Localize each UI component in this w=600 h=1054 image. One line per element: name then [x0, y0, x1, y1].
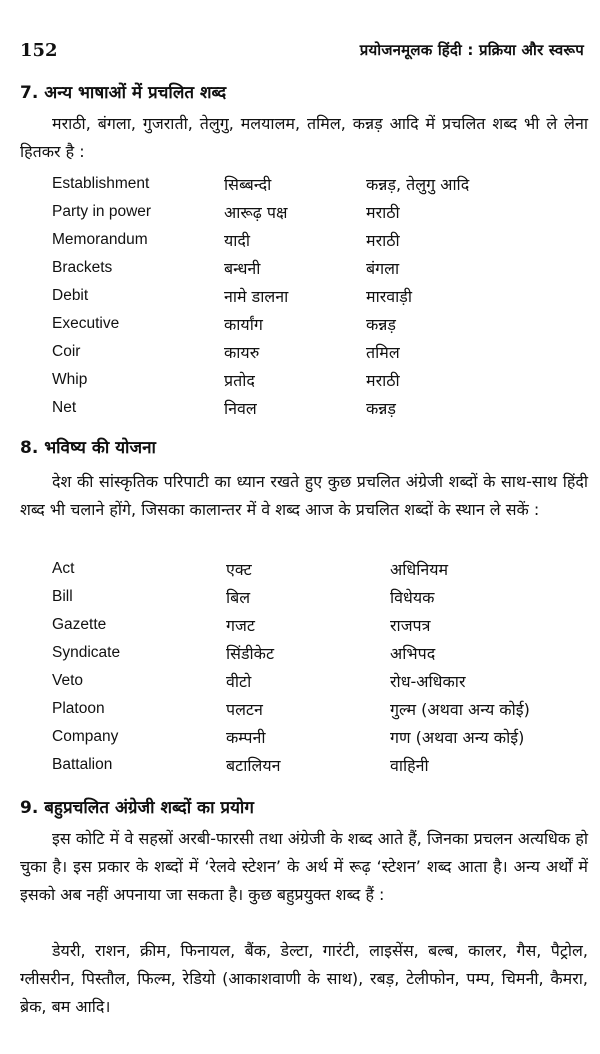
- term-row: [52, 723, 530, 751]
- section-7-heading: 7. अन्य भाषाओं में प्रचलित शब्द: [20, 83, 227, 103]
- section-8-heading: 8. भविष्य की योजना: [20, 438, 156, 458]
- hindi-term: प्रतोद: [224, 371, 255, 390]
- term-row: [52, 611, 530, 639]
- english-term: Veto: [52, 672, 84, 689]
- source-language: बंगला: [366, 259, 400, 278]
- hindi-term: यादी: [224, 231, 251, 250]
- source-language: मराठी: [366, 371, 400, 390]
- transliterated-term: एक्ट: [226, 560, 252, 579]
- english-term: Debit: [52, 287, 89, 304]
- hindi-term: आरूढ़ पक्ष: [224, 203, 288, 222]
- hindi-term: कायरु: [224, 343, 260, 362]
- term-row: [52, 366, 469, 394]
- source-language: कन्नड़: [366, 315, 396, 334]
- term-row: [52, 583, 530, 611]
- transliterated-term: बिल: [226, 588, 251, 607]
- term-row: [52, 555, 530, 583]
- hindi-equivalent: गुल्म (अथवा अन्य कोई): [390, 700, 530, 719]
- page-number: 152: [20, 40, 58, 61]
- section-9-paragraph-2: डेयरी, राशन, क्रीम, फिनायल, बैंक, डेल्टा, गारंटी, लाइसेंस, बल्ब, कालर, गैस, पैट्रोल, ग्लीसरीन, पिस्तौल, फिल्म, रेडियो (आकाशवाणी के साथ), रबड़, टेलीफोन, पम्प, चिमनी, कैमरा, ब्रेक, बम आदि।: [20, 941, 588, 1016]
- term-row: [52, 639, 530, 667]
- term-row: [52, 226, 469, 254]
- section-8-intro: देश की सांस्कृतिक परिपाटी का ध्यान रखते हुए कुछ प्रचलित अंग्रेजी शब्दों के साथ-साथ हिंदी शब्द भी चलाने होंगे, जिसका कालान्तर में वे शब्द आज के प्रचलित शब्दों के स्थान ले सकें :: [20, 472, 588, 519]
- transliterated-term: वीटो: [226, 672, 252, 691]
- english-term: Memorandum: [52, 231, 148, 248]
- term-row: [52, 198, 469, 226]
- english-term: Whip: [52, 371, 88, 388]
- source-language: कन्नड़: [366, 399, 396, 418]
- source-language: कन्नड़, तेलुगु आदि: [366, 175, 470, 194]
- english-term: Platoon: [52, 700, 105, 717]
- term-row: [52, 394, 469, 422]
- hindi-equivalent: राजपत्र: [390, 616, 431, 635]
- english-term: Coir: [52, 343, 81, 360]
- term-row: [52, 751, 530, 779]
- hindi-term: नामे डालना: [224, 287, 289, 306]
- hindi-equivalent: अभिपद: [390, 644, 436, 663]
- transliterated-term: सिंडीकेट: [226, 644, 275, 663]
- hindi-equivalent: विधेयक: [390, 588, 435, 607]
- transliterated-term: गजट: [226, 616, 255, 635]
- hindi-term: बन्धनी: [224, 259, 261, 278]
- source-language: मारवाड़ी: [366, 287, 413, 306]
- hindi-term: कार्यांग: [224, 315, 263, 334]
- english-term: Brackets: [52, 259, 113, 276]
- source-language: तमिल: [366, 343, 400, 362]
- english-term: Bill: [52, 588, 73, 605]
- english-term: Net: [52, 399, 77, 416]
- english-term: Syndicate: [52, 644, 121, 661]
- term-row: [52, 338, 469, 366]
- term-row: [52, 310, 469, 338]
- hindi-equivalent: अधिनियम: [390, 560, 449, 579]
- term-row: [52, 170, 469, 198]
- source-language: मराठी: [366, 231, 400, 250]
- transliterated-term: कम्पनी: [226, 728, 266, 747]
- term-row: [52, 667, 530, 695]
- term-row: [52, 254, 469, 282]
- hindi-term: निवल: [224, 399, 257, 418]
- hindi-term: सिब्बन्दी: [224, 175, 272, 194]
- section-7-term-table: [52, 170, 469, 422]
- section-8-term-table: [52, 555, 530, 779]
- english-term: Party in power: [52, 203, 152, 220]
- hindi-equivalent: गण (अथवा अन्य कोई): [390, 728, 525, 747]
- english-term: Establishment: [52, 175, 150, 192]
- section-9-heading: 9. बहुप्रचलित अंग्रेजी शब्दों का प्रयोग: [20, 798, 254, 818]
- english-term: Gazette: [52, 616, 107, 633]
- section-9-paragraph-1: इस कोटि में वे सहस्रों अरबी-फारसी तथा अंग्रेजी के शब्द आते हैं, जिनका प्रचलन अत्यधिक हो चुका है। इस प्रकार के शब्दों में ‘रेलवे स्टेशन’ के अर्थ में रूढ़ ‘स्टेशन’ शब्द आता है। अन्य अर्थों में इसको अब नहीं अपनाया जा सकता है। कुछ बहुप्रयुक्त शब्द हैं :: [20, 829, 588, 904]
- english-term: Act: [52, 560, 75, 577]
- section-7-intro: मराठी, बंगला, गुजराती, तेलुगु, मलयालम, तमिल, कन्नड़ आदि में प्रचलित शब्द भी ले लेना हितकर है :: [20, 114, 588, 161]
- english-term: Company: [52, 728, 119, 745]
- english-term: Executive: [52, 315, 120, 332]
- hindi-equivalent: रोध-अधिकार: [390, 672, 466, 691]
- transliterated-term: पलटन: [226, 700, 263, 719]
- page-header: [20, 40, 584, 66]
- term-row: [52, 282, 469, 310]
- hindi-equivalent: वाहिनी: [390, 756, 429, 775]
- transliterated-term: बटालियन: [226, 756, 281, 775]
- term-row: [52, 695, 530, 723]
- english-term: Battalion: [52, 756, 113, 773]
- running-title: प्रयोजनमूलक हिंदी : प्रक्रिया और स्वरूप: [359, 41, 584, 59]
- source-language: मराठी: [366, 203, 400, 222]
